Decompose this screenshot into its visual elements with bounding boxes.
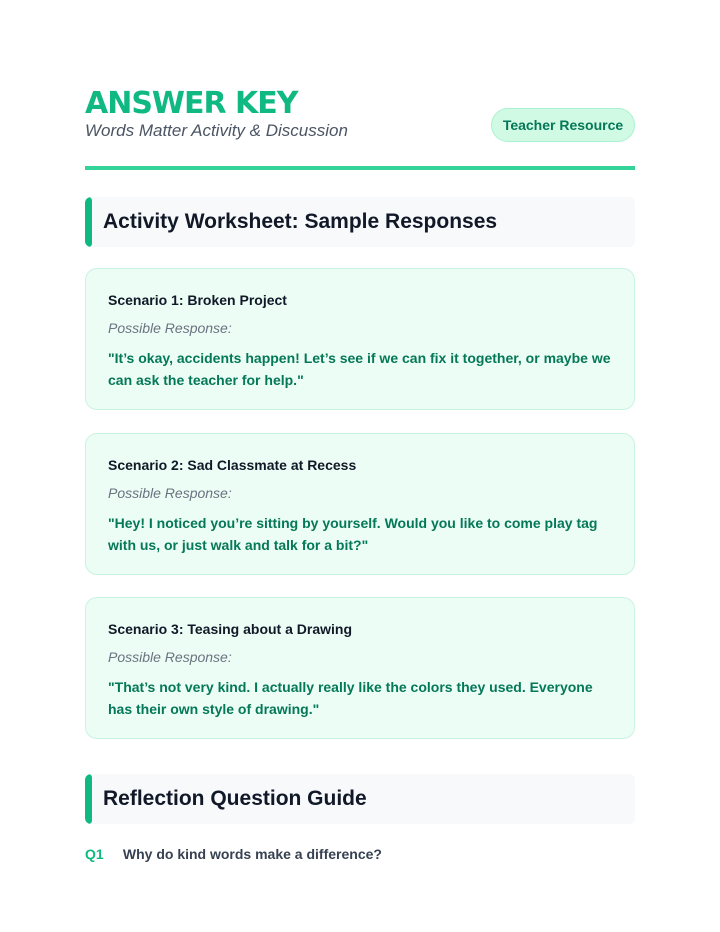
- question-number: Q1: [85, 846, 104, 862]
- page-title: ANSWER KEY: [85, 86, 298, 121]
- sample-response: "Hey! I noticed you’re sitting by yourself. Would you like to come play tag with us, or just walk and talk for a bit?": [108, 515, 598, 553]
- scenario-card-2: [85, 433, 635, 575]
- question-text: Why do kind words make a difference?: [122, 846, 382, 862]
- possible-response-label: Possible Response:: [108, 485, 232, 501]
- page-subtitle: Words Matter Activity & Discussion: [85, 121, 348, 140]
- scenario-title: Scenario 1: Broken Project: [108, 292, 287, 308]
- sample-response: "That’s not very kind. I actually really like the colors they used. Everyone has their own style of drawing.": [108, 679, 593, 717]
- possible-response-label: Possible Response:: [108, 320, 232, 336]
- header-divider: [85, 166, 635, 170]
- activity-section-header: [85, 197, 635, 247]
- section-accent-bar: [85, 197, 92, 247]
- scenario-card-1: [85, 268, 635, 410]
- question-item: [85, 846, 382, 862]
- scenario-title: Scenario 3: Teasing about a Drawing: [108, 621, 353, 637]
- possible-response-label: Possible Response:: [108, 649, 232, 665]
- reflection-section-header: [85, 774, 635, 824]
- reflection-section-title: Reflection Question Guide: [103, 787, 367, 810]
- scenario-card-3: [85, 597, 635, 739]
- sample-response: "It’s okay, accidents happen! Let’s see if we can fix it together, or maybe we can ask the teacher for help.": [108, 350, 611, 388]
- page-header: [85, 85, 635, 170]
- section-accent-bar: [85, 774, 92, 824]
- scenario-title: Scenario 2: Sad Classmate at Recess: [108, 457, 357, 473]
- activity-section-title: Activity Worksheet: Sample Responses: [103, 210, 498, 233]
- teacher-resource-badge: Teacher Resource: [491, 108, 635, 142]
